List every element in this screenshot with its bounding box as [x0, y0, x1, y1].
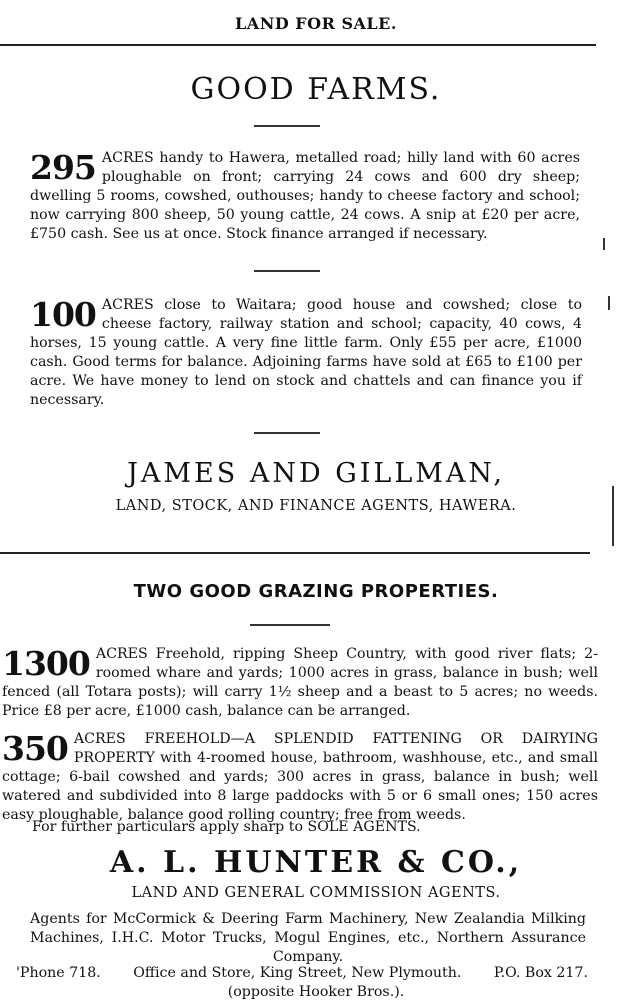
listing-acres: 295 — [30, 148, 96, 187]
po-box: P.O. Box 217. — [493, 965, 588, 981]
top-divider — [0, 44, 596, 46]
mid-divider — [0, 552, 590, 554]
short-rule — [254, 432, 320, 434]
short-rule — [250, 624, 330, 626]
ad1-heading: GOOD FARMS. — [190, 72, 442, 107]
scan-mark — [603, 238, 605, 250]
ad1-agent-name: JAMES AND GILLMAN, — [127, 458, 505, 489]
phone-number: 'Phone 718. — [16, 965, 101, 981]
agents-for: Agents for McCormick & Deering Farm Machinery, New Zealandia Milking Machines, I.H.C. Motor Trucks, Mogul Engines, etc., Northern Assurance Company. — [30, 911, 586, 965]
listing-295 — [30, 149, 580, 244]
office-address: Office and Store, King Street, New Plymouth. — [133, 965, 462, 981]
section-title: LAND FOR SALE. — [235, 14, 397, 33]
listing-350 — [2, 730, 598, 825]
listing-acres: 1300 — [2, 644, 90, 683]
listing-acres: 100 — [30, 295, 96, 334]
scan-mark — [608, 296, 610, 310]
short-rule — [254, 270, 320, 272]
listing-1300 — [2, 645, 598, 721]
further-particulars: For further particulars apply sharp to SOLE AGENTS. — [32, 819, 421, 835]
ad2-heading: TWO GOOD GRAZING PROPERTIES. — [133, 581, 499, 602]
ad2-agent-name: A. L. HUNTER & CO., — [109, 845, 523, 880]
listing-text: ACRES handy to Hawera, metalled road; hilly land with 60 acres ploughable on front; carrying 24 cows and 600 dry sheep; dwelling 5 rooms, cowshed, outhouses; handy to cheese factory and school; now carrying 800 sheep, 50 young cattle, 24 cows. A snip at £20 per acre, £750 cash. See us at once. Stock finance arranged if necessary. — [30, 150, 580, 242]
listing-text: ACRES Freehold, ripping Sheep Country, with good river flats; 2-roomed whare and yards; 1000 acres in grass, balance in bush; well fenced (all Totara posts); will carry 1½ sheep and a beast to 5 acres; no weeds. Price £8 per acre, £1000 cash, balance can be arranged. — [2, 646, 598, 719]
listing-acres: 350 — [2, 729, 68, 768]
listing-100 — [30, 296, 582, 410]
ad2-agent-desc: LAND AND GENERAL COMMISSION AGENTS. — [131, 885, 501, 901]
short-rule — [254, 125, 320, 127]
opposite-note: (opposite Hooker Bros.). — [227, 984, 405, 1000]
listing-text: ACRES FREEHOLD—A SPLENDID FATTENING OR DAIRYING PROPERTY with 4-roomed house, bathroom, washhouse, etc., and small cottage; 6-bail cowshed and yards; 300 acres in grass, balance in bush; well watered and subdivided into 8 large paddocks with 5 or 6 small ones; 150 acres easy ploughable, balance good rolling country; free from weeds. — [2, 731, 598, 823]
listing-text: ACRES close to Waitara; good house and cowshed; close to cheese factory, railway station and school; capacity, 40 cows, 4 horses, 15 young cattle. A very fine little farm. Only £55 per acre, £1000 cash. Good terms for balance. Adjoining farms have sold at £65 to £100 per acre. We have money to lend on stock and chattels and can finance you if necessary. — [30, 297, 582, 408]
contact-line — [16, 965, 588, 981]
scan-mark — [612, 486, 614, 546]
ad1-agent-desc: LAND, STOCK, AND FINANCE AGENTS, HAWERA. — [115, 498, 517, 514]
